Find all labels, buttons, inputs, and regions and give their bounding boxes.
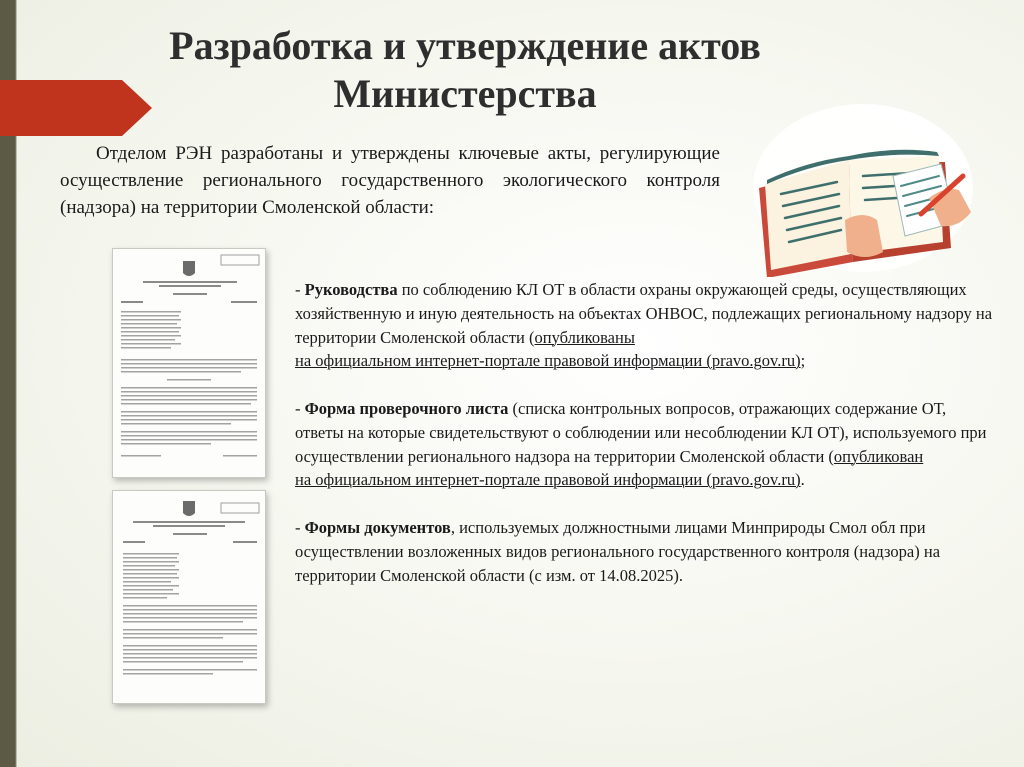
acts-list <box>295 278 995 587</box>
red-arrow-banner <box>0 80 152 136</box>
book-writing-illustration <box>745 102 975 277</box>
item-tail: ; <box>800 351 806 371</box>
pravo-portal-link[interactable]: на официальном интернет-портале правовой информации (pravo.gov.ru) <box>295 351 801 371</box>
list-item-guidelines <box>295 278 995 373</box>
page-title <box>165 22 765 118</box>
item-text: , используемых должностными лицами Минприроды Смол обл при осуществлении возложенных видов регионального государственного контроля (надзора) на территории Смоленской области (с изм. от 14.08.2025). <box>295 517 941 585</box>
item-text: по соблюдению КЛ ОТ в области охраны окружающей среды, осуществляющих хозяйственную и иную деятельность на объектах ОНВОС, подлежащих региональному надзору на территории Смоленской области ( <box>295 280 993 347</box>
coat-of-arms-icon <box>183 261 195 276</box>
document-thumbnail-2 <box>112 490 266 704</box>
intro-paragraph: Отделом РЭН разработаны и утверждены ключевые акты, регулирующие осуществление регионального государственного экологического контроля (надзора) на территории Смоленской области: <box>60 143 720 218</box>
coat-of-arms-icon <box>183 501 195 516</box>
title-line-2: Министерства <box>333 71 597 116</box>
item-title-forms: Формы документов <box>304 517 451 537</box>
item-dash: - <box>295 398 305 418</box>
published-link[interactable]: опубликован <box>833 446 924 466</box>
published-link[interactable]: опубликованы <box>534 327 635 347</box>
pravo-portal-link[interactable]: на официальном интернет-портале правовой информации (pravo.gov.ru) <box>295 470 801 490</box>
item-dash: - <box>295 517 305 537</box>
item-title-checklist: Форма проверочного листа <box>304 398 509 418</box>
item-text: (списка контрольных вопросов, отражающих содержание ОТ, ответы на которые свидетельствуют о соблюдении или несоблюдении КЛ ОТ), используемого при осуществлении регионального надзора на территории Смоленской области ( <box>295 398 987 466</box>
item-tail: . <box>800 470 805 490</box>
list-item-checklist <box>295 397 995 492</box>
item-title-guidelines: Руководства <box>304 280 398 299</box>
document-thumbnail-1 <box>112 248 266 478</box>
list-item-forms <box>295 516 995 587</box>
title-line-1: Разработка и утверждение актов <box>169 23 761 68</box>
item-dash: - <box>295 280 305 299</box>
